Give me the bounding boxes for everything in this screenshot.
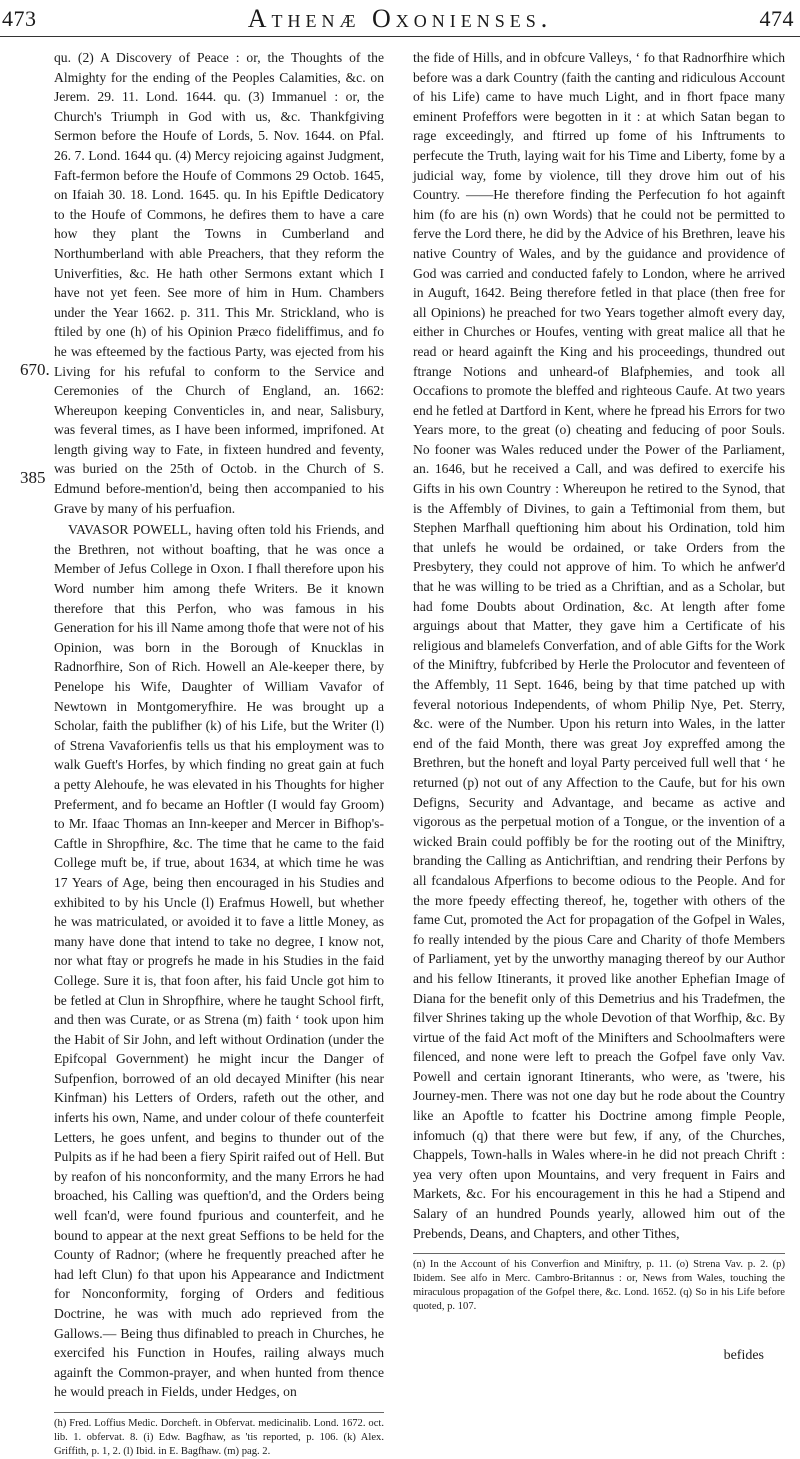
running-title: Athenæ Oxonienses.: [247, 4, 553, 33]
catchword: befides: [723, 1348, 764, 1363]
powell-continuation: the fide of Hills, and in obfcure Valleys, ‘ fo that Radnorfhire which before was a dark Country (faith the canting and ridiculous Account of his Life) came to have much Light, and in fhort fpace many eminent Profeffors were begotten in it : at which Satan began to rage exceedingly, and ftirred up fome of his Inftruments to perfecute the Truth, laying wait for his Time and Liberty, fome by a judicial way, fome by violence, till they drove him out of his Country. ——He therefore finding the Perfecution fo hot againft him (fo are his (n) own Words) that he could not be permitted to ferve the Lord there, he did by the Advice of his Brethren, leave his native Country of Wales, and by the guidance and providence of God was carried and conducted fafely to London, where he arrived in Auguft, 1642. Being therefore fetled in that place (then free for all Opinions) he preached for two Years together almoft every day, either in Churches or Houfes, venting with great malice all that he read or heard againft the King and his proceedings, thundred out ftrange Notions and unheard-of Blafphemies, and took all Occafions to promote the bleffed and righteous Caufe. At two years end he fetled at Dartford in Kent, where he fpread his Errors for two Years more, to the great (o) cheating and feducing of poor Souls. No fooner was Wales reduced under the Power of the Parliament, an. 1646, but he received a Call, and was defired to exercife his Gifts in his own Country : Whereupon he retired to the Synod, that is the Affembly of Divines, to gain a Teftimonial from them, but Stephen Marfhall queftioning him about his Ordination, told him that unlefs he would be ordained, or take Orders from the Presbytery, they could not approve of him. To which he anfwer'd that he was willing to be tried as a Chriftian, and as a Scholar, but had fome Doubts about Ordination, &c. At length after fome arguings about that Matter, they gave him a Certificate of his religious and blamelefs Converfation, and of able Gifts for the Work of the Miniftry, fubfcribed by Herle the Prolocutor and feventeen of the Affembly, 11 Sept. 1646, being by that time patched up with feveral notorious Independents, of whom Philip Nye, Pet. Sterry, &c. were of the Number. Upon his return into Wales, in the latter end of the faid Month, there was great Joy expreffed among the Brethren, but the honeft and loyal Party perceived full well that ‘ he returned (p) not out of any Affection to the Caufe, but for his own Defigns, Security and Advantage, and became as active and vigorous as the perpetual motion of a Tongue, or the invention of a wicked Brain could poffibly be for the rooting out of the Miniftry, branding the Calling as Antichriftian, and rendring their Perfons by all fcandalous Afperfions to become odious to the People. And for the more fpeedy effecting thereof, he, together with others of the fame Cut, promoted the Act for propagation of the Gofpel in Wales, fo really intended by the pious Care and Charity of thofe Members of Parliament, yet by the unworthy managing thereof by our Author and his fellow Itinerants, it proved like another Ephefian Image of Diana for the benefit only of this Demetrius and his Tradefmen, the filver Shrines taking up the whole Devotion of that Worfhip, &c. By virtue of the faid Act moft of the Minifters and Schoolmafters were filenced, and none were left to preach the Gofpel fave only Vav. Powell and certain ignorant Itinerants, who were, as 'twere, his Journey-men. There was not one day but he rode about the Country like an Apoftle to fcatter his Doctrine among fimple People, infomuch (q) that there were but few, if any, of the Churches, Chappels, Town-halls in Wales where-in he did not preach Chrift : yea very often upon Mountains, and very frequent in Fairs and Markets, &c. For his encouragement in this he had a Stipend and Salary of an hundred Pounds yearly, allowed him out of the Prebends, Deans, and Chapters, and other Tithes,: [413, 50, 786, 1241]
margin-year-670: 670.: [20, 360, 50, 379]
vavasor-powell-entry: VAVASOR POWELL, having often told his Friends, and the Brethren, not without boafting, that he was once a Member of Jefus College in Oxon. I fhall therefore upon his Word number him among thefe Writers. Be it known therefore that this Perfon, who was famous in his Generation for his ill Name among thofe that were not of his Opinion, was born in the Borough of Knucklas in Radnorfhire, Son of Rich. Howell an Ale-keeper there, by Penelope his Wife, Daughter of William Vavafor of Newtown in Montgomeryfhire. He was brought up a Scholar, faith the publifher (k) of his Life, but the Writer (l) of Strena Vavaforienfis tells us that his employment was to walk Gueft's Horfes, by which finding no great gain at fuch a petty Alehoufe, he was elevated in his Thoughts for higher Preferment, and fo became an Hoftler (I would fay Groom) to Mr. Ifaac Thomas an Inn-keeper and Mercer in Bifhop's-Caftle in Shropfhire, &c. The time that he came to the faid College muft be, if true, about 1634, at which time he was 17 Years of Age, being then encouraged in his Studies and exhibited to by his Uncle (l) Erafmus Howell, but whether he was matriculated, or avoided it to fave a little Money, as many have done that intend to take no degree, I know not, nor what ftay or progrefs he made in his Studies in the faid College. Sure it is, that foon after, his faid Uncle got him to be fetled at Clun in Shropfhire, where he taught School firft, and then was Curate, or as Strena (m) faith ‘ took upon him the Habit of Sir John, and left without Ordination (under the Epifcopal Government) he might incur the Danger of Sufpenfion, borrowed of an old decayed Minifter (his near Kinfman) his Letters of Orders, rafeth out the other, and inferts his own, Name, and under colour of thefe counterfeit Letters, he goes unfent, and begins to thunder out of the Pulpits as if he had been a fiery Spirit raifed out of Hell. But by reafon of his nonconformity, and the many Errors he had broached, his Calling was queftion'd, and the Orders being well fcan'd, were found fpurious and counterfeit, and he bound to appear at the next great Seffions to be held for the County of Radnor; (where he frequently preached after he had left Clun) fo that upon his Appearance and Indictment for Nonconformity, forging of Orders and feditious Doctrine, he was with much ado reprieved from the Gallows.— Being thus difinabled to preach in Churches, he exercifed his Function in Houfes, railing always much againft the Common-prayer, and when hunted from thence he would preach in Fields, under Hedges, on: [54, 522, 384, 1400]
left-footnotes: (h) Fred. Loffius Medic. Dorcheft. in Obfervat. medicinalib. Lond. 1672. oct. lib. 1. obfervat. 8. (i) Edw. Bagfhaw, as 'tis reported, p. 106. (k) Alex. Griffith, p. 1, 2. (l) Ibid. in E. Bagfhaw. (m) pag. 2.: [54, 1412, 384, 1459]
margin-number-385: 385: [20, 468, 46, 487]
strickland-paragraph: qu. (2) A Discovery of Peace : or, the Thoughts of the Almighty for the ending of the Peoples Calamities, &c. on Jerem. 29. 11. Lond. 1644. qu. (3) Immanuel : or, the Church's Triumph in God with us, &c. Thankfgiving Sermon before the Houfe of Lords, 5. Nov. 1644. on Pfal. 26. 7. Lond. 1644 qu. (4) Mercy rejoicing against Judgment, Faft-fermon before the Houfe of Commons 29 Octob. 1645, on Ifaiah 30. 18. Lond. 1645. qu. In his Epiftle Dedicatory to the Houfe of Commons, he defires them to have a care how they plant the Towns in Cumberland and Northumberland with able Preachers, that they reform the Univerfities, &c. He hath other Sermons extant which I have not yet feen. See more of him in Hum. Chambers under the Year 1662. p. 311. This Mr. Strickland, who is ftiled by one (h) of his Opinion Præco fideliffimus, and fo he was efteemed by the factious Party, was ejected from his Living for his refufal to conform to the Service and Ceremonies of the Church of England, an. 1662: Whereupon keeping Conventicles in, and near, Salisbury, was feveral times, as I have been informed, imprifoned. At length giving way to Fate, in fixteen hundred and feventy, was buried on the 25th of Octob. in the Church of S. Edmund before-mention'd, being then accompanied to his Grave by many of his perfuafion.: [54, 50, 384, 516]
page-number-right: 474: [759, 6, 794, 31]
right-footnotes: (n) In the Account of his Converfion and Miniftry, p. 11. (o) Strena Vav. p. 2. (p) Ibidem. See alfo in Merc. Cambro-Britannus : or, News from Wales, touching the miraculous propagation of the Gofpel there, &c. Lond. 1652. (q) So in his Life before quoted, p. 107.: [413, 1253, 785, 1314]
right-column: [413, 48, 785, 1314]
left-column: [54, 48, 384, 1459]
page-header: [0, 0, 800, 42]
header-rule: [0, 36, 800, 37]
page-number-left: 473: [2, 6, 37, 31]
